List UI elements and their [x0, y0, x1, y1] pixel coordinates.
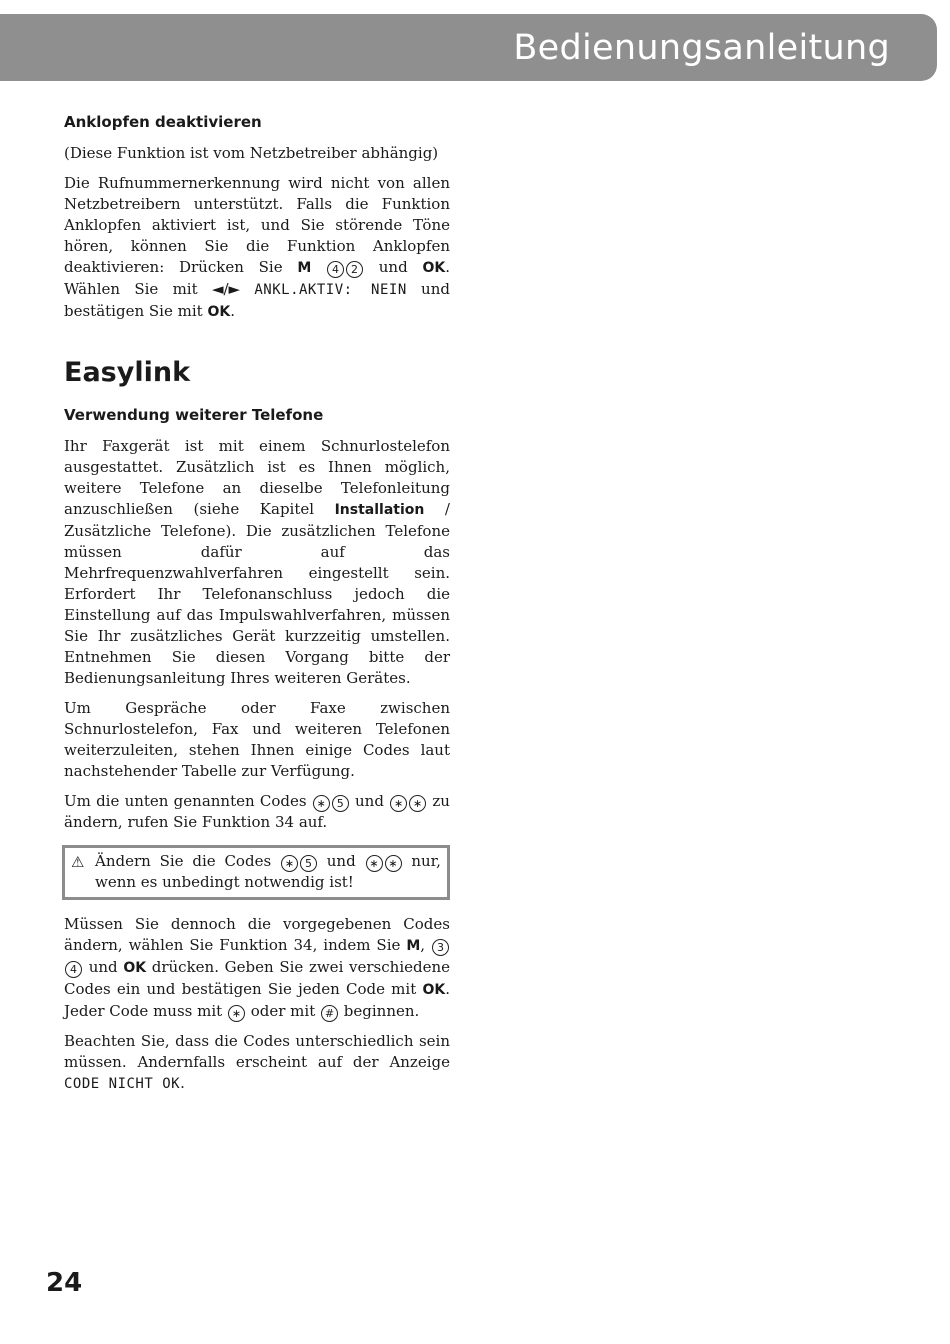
key-ok: OK	[123, 960, 147, 976]
key-m: M	[406, 938, 421, 954]
period: .	[180, 1074, 185, 1092]
star-key-icon: ∗	[281, 855, 298, 872]
key-4-icon: 4	[327, 261, 344, 278]
key-m: M	[297, 260, 312, 276]
paragraph-text: . Jeder Code muss mit	[64, 980, 450, 1020]
confirm-text: und bestätigen Sie mit	[64, 280, 450, 320]
key-ok-2: OK	[207, 304, 231, 320]
paragraph-text: beginnen.	[343, 1002, 420, 1020]
key-ok: OK	[422, 260, 446, 276]
waehlen-text: . Wählen Sie mit	[64, 258, 450, 298]
warning-text: Ändern Sie die Codes	[95, 852, 272, 870]
page-header-title: Bedienungsanleitung	[513, 28, 890, 68]
lcd-display-text: CODE NICHT OK	[64, 1076, 181, 1092]
und-text: und	[355, 792, 384, 810]
und-text: und	[326, 852, 356, 870]
installation-reference: Installation	[334, 502, 425, 518]
key-5-icon: 5	[332, 795, 349, 812]
paragraph-codes-aendern	[64, 791, 450, 833]
star-key-icon: ∗	[390, 795, 407, 812]
hash-key-icon: #	[321, 1005, 338, 1022]
paragraph-text: Ihr Faxgerät ist mit einem Schnurlostelefon ausgestattet. Zusätzlich ist es Ihnen möglich, weitere Telefone an dieselbe Telefonleitung anzuschließen (siehe Kapitel	[64, 437, 450, 518]
section-title-easylink: Easylink	[64, 357, 191, 388]
paragraph-text: zu ändern, rufen Sie Funktion 34 auf.	[64, 792, 450, 831]
section-heading-anklopfen: Anklopfen deaktivieren	[64, 113, 262, 131]
content-column	[64, 112, 450, 1104]
warning-triangle-icon: ⚠	[71, 853, 85, 871]
star-key-icon: ∗	[313, 795, 330, 812]
paragraph-text: Beachten Sie, dass die Codes unterschiedlich sein müssen. Andernfalls erscheint auf der Anzeige	[64, 1032, 450, 1071]
paragraph-text: oder mit	[250, 1002, 316, 1020]
warning-text: nur, wenn es unbedingt notwendig ist!	[95, 852, 441, 891]
key-5-icon: 5	[300, 855, 317, 872]
period: .	[230, 302, 235, 320]
star-key-icon: ∗	[366, 855, 383, 872]
warning-box	[62, 845, 450, 900]
paragraph-faxgeraet	[64, 436, 450, 689]
paragraph-text: Müssen Sie dennoch die vorgegebenen Codes ändern, wählen Sie Funktion 34, indem Sie	[64, 915, 450, 954]
key-2-icon: 2	[346, 261, 363, 278]
subheading-weitere-telefone: Verwendung weiterer Telefone	[64, 406, 324, 424]
key-4-icon: 4	[65, 961, 82, 978]
comma: ,	[420, 936, 426, 954]
paragraph-weiterleiten: Um Gespräche oder Faxe zwischen Schnurlostelefon, Fax und weiteren Telefonen weiterzuleiten, stehen Ihnen einige Codes laut nachstehender Tabelle zur Verfügung.	[64, 699, 450, 780]
key-3-icon: 3	[432, 939, 449, 956]
und-text: und	[378, 258, 408, 276]
lcd-display-text: ANKL.AKTIV: NEIN	[254, 282, 407, 298]
paragraph-funktion-34	[64, 914, 450, 1022]
network-note: (Diese Funktion ist vom Netzbetreiber abhängig)	[64, 144, 439, 162]
paragraph-text: drücken. Geben Sie zwei verschiedene Codes ein und bestätigen Sie jeden Code mit	[64, 958, 451, 998]
arrow-keys-icon: ◄/►	[211, 280, 241, 298]
und-text: und	[88, 958, 118, 976]
paragraph-text: / Zusätzliche Telefone). Die zusätzlichen Telefone müssen dafür auf das Mehrfrequenzwahlverfahren eingestellt sein. Erfordert Ihr Telefonanschluss jedoch die Einstellung auf das Impulswahlverfahren, müssen Sie Ihr zusätzliches Gerät kurzzeitig umstellen. Entnehmen Sie diesen Vorgang bitte der Bedienungsanleitung Ihres weiteren Gerätes.	[64, 500, 450, 687]
page-number: 24	[46, 1268, 83, 1298]
paragraph-codes-unterschiedlich	[64, 1031, 450, 1095]
star-key-icon: ∗	[409, 795, 426, 812]
star-key-icon: ∗	[385, 855, 402, 872]
paragraph-text: Um die unten genannten Codes	[64, 792, 307, 810]
star-key-icon: ∗	[228, 1005, 245, 1022]
anklopfen-text: Die Rufnummernerkennung wird nicht von allen Netzbetreibern unterstützt. Falls die Funktion Anklopfen aktiviert ist, und Sie störende Töne hören, können Sie die Funktion Anklopfen deaktivieren: Drücken Sie	[64, 174, 450, 276]
key-ok-2: OK	[422, 982, 446, 998]
anklopfen-instructions	[64, 173, 450, 323]
